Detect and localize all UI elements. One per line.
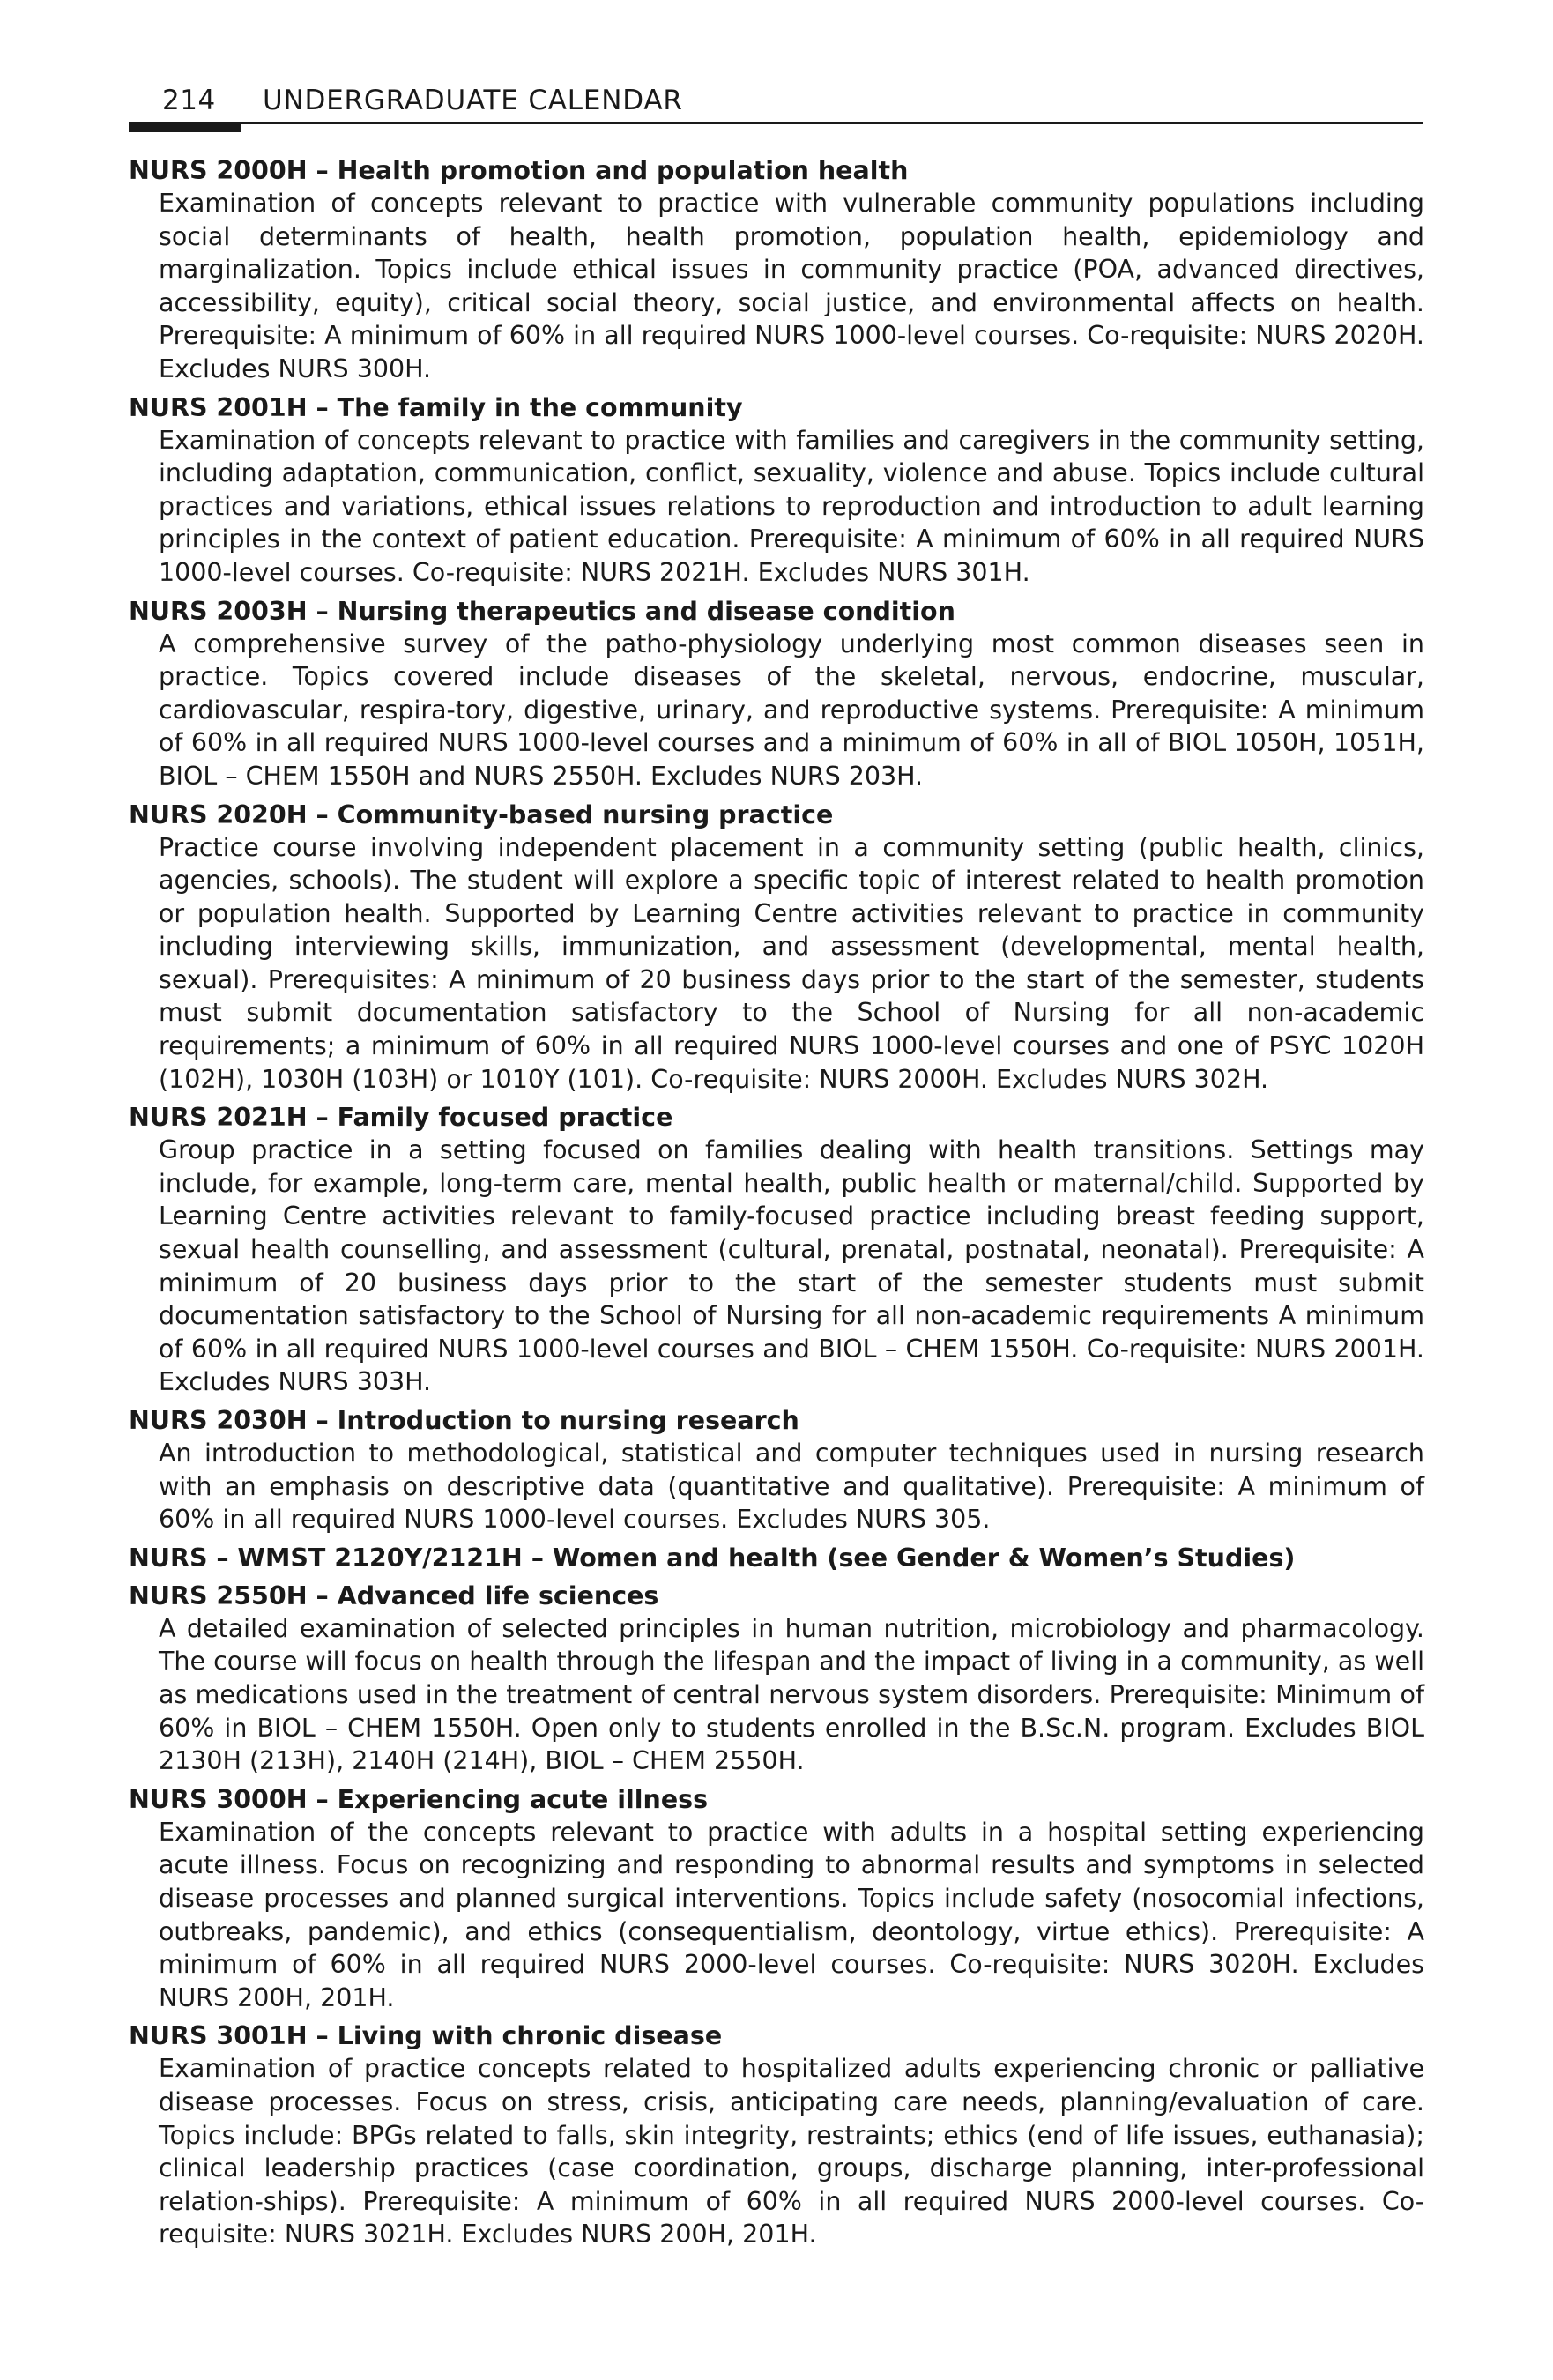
course-description: A comprehensive survey of the patho-physiology underlying most common diseases seen in practice. Topics covered include diseases of the skeletal, nervous, endocrine, muscular, cardiovascular, respira-tory, digestive, urinary, and reproductive systems. Prerequisite: A minimum of 60% in all required NURS 1000-level courses and a minimum of 60% in all of BIOL 1050H, 1051H, BIOL – CHEM 1550H and NURS 2550H. Excludes NURS 203H. — [159, 628, 1424, 791]
page-number: 214 — [162, 85, 216, 116]
course-entry — [129, 2020, 1424, 2251]
course-entry — [129, 1580, 1424, 1778]
course-description: Examination of practice concepts related to hospitalized adults experiencing chronic or palliative disease processes. Focus on stress, crisis, anticipating care needs, planning/evaluation of care. Topics include: BPGs related to falls, skin integrity, restraints; ethics (end of life issues, euthanasia); clinical leadership practices (case coordination, groups, discharge planning, inter-professional relation-ships). Prerequisite: A minimum of 60% in all required NURS 2000-level courses. Co-requisite: NURS 3021H. Excludes NURS 200H, 201H. — [159, 2054, 1424, 2250]
course-entry — [129, 1784, 1424, 2015]
course-description: An introduction to methodological, statistical and computer techniques used in nursing research with an emphasis on descriptive data (quantitative and qualitative). Prerequisite: A minimum of 60% in all required NURS 1000-level courses. Excludes NURS 305. — [159, 1439, 1424, 1535]
course-description: Examination of concepts relevant to practice with vulnerable community populations including social determinants of health, health promotion, population health, epidemiology and marginalization. Topics include ethical issues in community practice (POA, advanced directives, accessibility, equity), critical social theory, social justice, and environmental affects on health. Prerequisite: A minimum of 60% in all required NURS 1000-level courses. Co-requisite: NURS 2020H. Excludes NURS 300H. — [159, 189, 1424, 383]
course-title: NURS 2020H – Community-based nursing practice — [129, 800, 834, 829]
course-entry — [129, 155, 1424, 386]
course-description: Examination of the concepts relevant to practice with adults in a hospital setting experiencing acute illness. Focus on recognizing and responding to abnormal results and symptoms in selected disease processes and planned surgical interventions. Topics include safety (nosocomial infections, outbreaks, pandemic), and ethics (consequentialism, deontology, virtue ethics). Prerequisite: A minimum of 60% in all required NURS 2000-level courses. Co-requisite: NURS 3020H. Excludes NURS 200H, 201H. — [159, 1817, 1424, 2012]
page-header — [129, 81, 1423, 123]
header-tab-bar — [129, 122, 241, 132]
course-entry — [129, 392, 1424, 590]
course-title: NURS 2001H – The family in the community — [129, 392, 743, 422]
header-rule — [129, 122, 1423, 124]
course-description: Practice course involving independent placement in a community setting (public health, clinics, agencies, schools). The student will explore a specific topic of interest related to health promotion or population health. Supported by Learning Centre activities relevant to practice in community including interviewing skills, immunization, and assessment (developmental, mental health, sexual). Prerequisites: A minimum of 20 business days prior to the start of the semester, students must submit documentation satisfactory to the School of Nursing for all non-academic requirements; a minimum of 60% in all required NURS 1000-level courses and one of PSYC 1020H (102H), 1030H (103H) or 1010Y (101). Co-requisite: NURS 2000H. Excludes NURS 302H. — [159, 832, 1424, 1094]
course-description: A detailed examination of selected principles in human nutrition, microbiology and pharmacology. The course will focus on health through the lifespan and the impact of living in a community, as well as medications used in the treatment of central nervous system disorders. Prerequisite: Minimum of 60% in BIOL – CHEM 1550H. Open only to students enrolled in the B.Sc.N. program. Excludes BIOL 2130H (213H), 2140H (214H), BIOL – CHEM 2550H. — [159, 1613, 1424, 1776]
course-description: Group practice in a setting focused on families dealing with health transitions. Settings may include, for example, long-term care, mental health, public health or maternal/child. Supported by Learning Centre activities relevant to family-focused practice including breast feeding support, sexual health counselling, and assessment (cultural, prenatal, postnatal, neonatal). Prerequisite: A minimum of 20 business days prior to the start of the semester students must submit documentation satisfactory to the School of Nursing for all non-academic requirements A minimum of 60% in all required NURS 1000-level courses and BIOL – CHEM 1550H. Co-requisite: NURS 2001H. Excludes NURS 303H. — [159, 1135, 1424, 1397]
course-entry — [129, 596, 1424, 793]
course-list — [129, 155, 1424, 2257]
course-title: NURS 2030H – Introduction to nursing research — [129, 1406, 799, 1435]
course-entry — [129, 1405, 1424, 1536]
course-entry — [129, 1543, 1424, 1574]
course-entry — [129, 1102, 1424, 1399]
course-title: NURS 2550H – Advanced life sciences — [129, 1580, 659, 1610]
course-title: NURS 3001H – Living with chronic disease — [129, 2021, 723, 2051]
course-title: NURS 2000H – Health promotion and population health — [129, 156, 909, 185]
course-title: NURS – WMST 2120Y/2121H – Women and health (see Gender & Women’s Studies) — [129, 1543, 1296, 1573]
course-entry — [129, 800, 1424, 1097]
course-title: NURS 2021H – Family focused practice — [129, 1103, 673, 1133]
running-title: UNDERGRADUATE CALENDAR — [263, 85, 683, 116]
course-description: Examination of concepts relevant to practice with families and caregivers in the community setting, including adaptation, communication, conflict, sexuality, violence and abuse. Topics include cultural practices and variations, ethical issues relations to reproduction and introduction to adult learning principles in the context of patient education. Prerequisite: A minimum of 60% in all required NURS 1000-level courses. Co-requisite: NURS 2021H. Excludes NURS 301H. — [159, 425, 1424, 587]
course-title: NURS 3000H – Experiencing acute illness — [129, 1784, 709, 1814]
course-title: NURS 2003H – Nursing therapeutics and disease condition — [129, 596, 955, 626]
